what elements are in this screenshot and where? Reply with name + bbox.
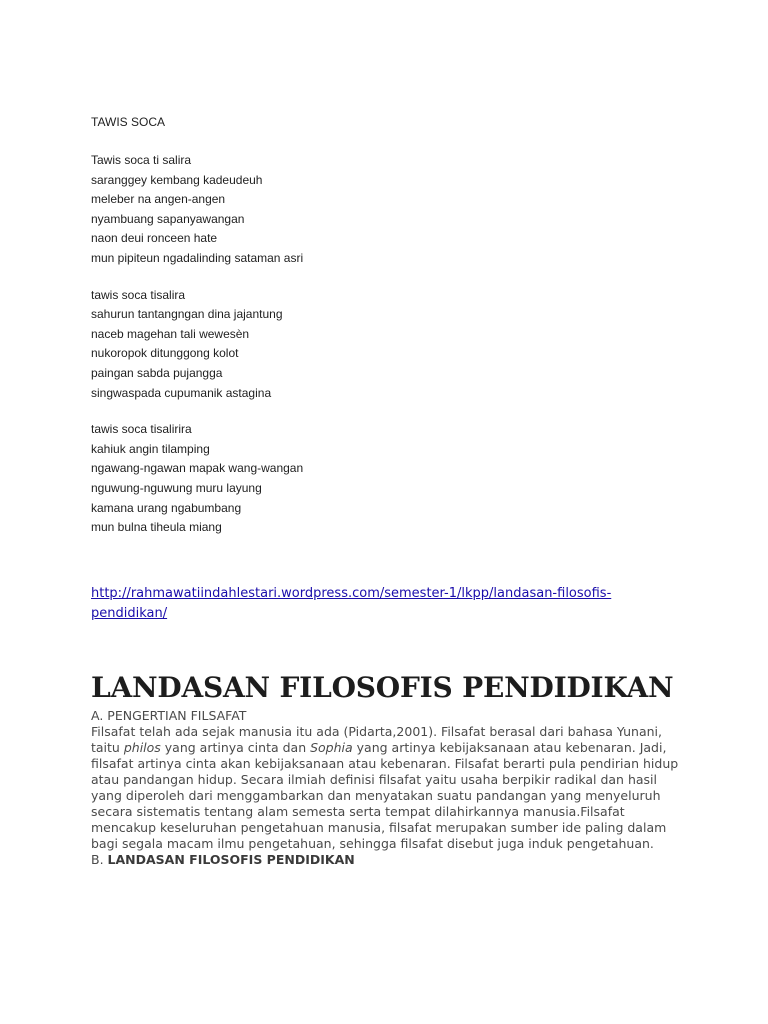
- poem-line: kahiuk angin tilamping: [91, 441, 210, 456]
- section-a-heading: A. PENGERTIAN FILSAFAT: [91, 708, 247, 723]
- poem-line: naon deui ronceen hate: [91, 231, 218, 246]
- section-a-body: [91, 724, 691, 852]
- source-link[interactable]: [91, 584, 681, 624]
- article-title: LANDASAN FILOSOFIS PENDIDIKAN: [91, 671, 674, 704]
- poem-line: nguwung-nguwung muru layung: [91, 480, 262, 495]
- section-b-prefix: B.: [91, 852, 108, 867]
- poem-line: saranggey kembang kadeudeuh: [91, 172, 263, 187]
- body-text: yang artinya kebijaksanaan atau kebenaran. Jadi, filsafat artinya cinta akan kebijaksanaan atau kebenaran. Filsafat berarti pula pendirian hidup atau pandangan hidup. Secara ilmiah definisi filsafat yaitu usaha berpikir radikal dan hasil yang diperoleh dari menggambarkan dan menyatakan suatu pandangan yang menyeluruh secara sistematis tentang alam semesta serta tempat dilahirkannya manusia.Filsafat mencakup keseluruhan pengetahuan manusia, filsafat merupakan sumber ide paling dalam bagi segala macam ilmu pengetahuan, sehingga filsafat disebut juga induk pengetahuan.: [91, 740, 679, 851]
- body-text: Filsafat telah ada sejak manusia itu ada (Pidarta,2001). Filsafat berasal dari bahasa Yunani, taitu: [91, 724, 662, 755]
- poem-line: tawis soca tisalirira: [91, 422, 192, 437]
- poem-title: TAWIS SOCA: [91, 115, 166, 129]
- article: [91, 671, 691, 868]
- poem: [91, 113, 711, 555]
- poem-line: paingan sabda pujangga: [91, 365, 223, 380]
- section-b-title: LANDASAN FILOSOFIS PENDIDIKAN: [107, 852, 355, 867]
- poem-stanza-2: [91, 286, 711, 404]
- poem-line: naceb magehan tali wewesèn: [91, 326, 250, 341]
- poem-line: sahurun tantangngan dina jajantung: [91, 307, 283, 322]
- section-b-heading: [91, 852, 691, 868]
- poem-line: mun bulna tiheula miang: [91, 520, 222, 535]
- poem-line: tawis soca tisalira: [91, 287, 186, 302]
- poem-line: mun pipiteun ngadalinding sataman asri: [91, 250, 304, 265]
- source-link-line-1[interactable]: http://rahmawatiindahlestari.wordpress.com/semester-1/lkpp/landasan-filosofis-: [91, 586, 612, 601]
- poem-line: ngawang-ngawan mapak wang-wangan: [91, 461, 304, 476]
- poem-stanza-1: [91, 151, 711, 269]
- poem-line: Tawis soca ti salira: [91, 153, 192, 167]
- body-italic-philos: philos: [123, 740, 161, 755]
- source-link-line-2[interactable]: pendidikan/: [91, 606, 168, 621]
- poem-line: nyambuang sapanyawangan: [91, 211, 245, 226]
- body-text: yang artinya cinta dan: [160, 740, 311, 755]
- poem-line: meleber na angen-angen: [91, 192, 226, 207]
- poem-stanza-3: [91, 420, 711, 538]
- poem-line: singwaspada cupumanik astagina: [91, 385, 272, 400]
- poem-line: nukoropok ditunggong kolot: [91, 346, 239, 361]
- body-italic-sophia: Sophia: [310, 740, 353, 755]
- poem-line: kamana urang ngabumbang: [91, 500, 242, 515]
